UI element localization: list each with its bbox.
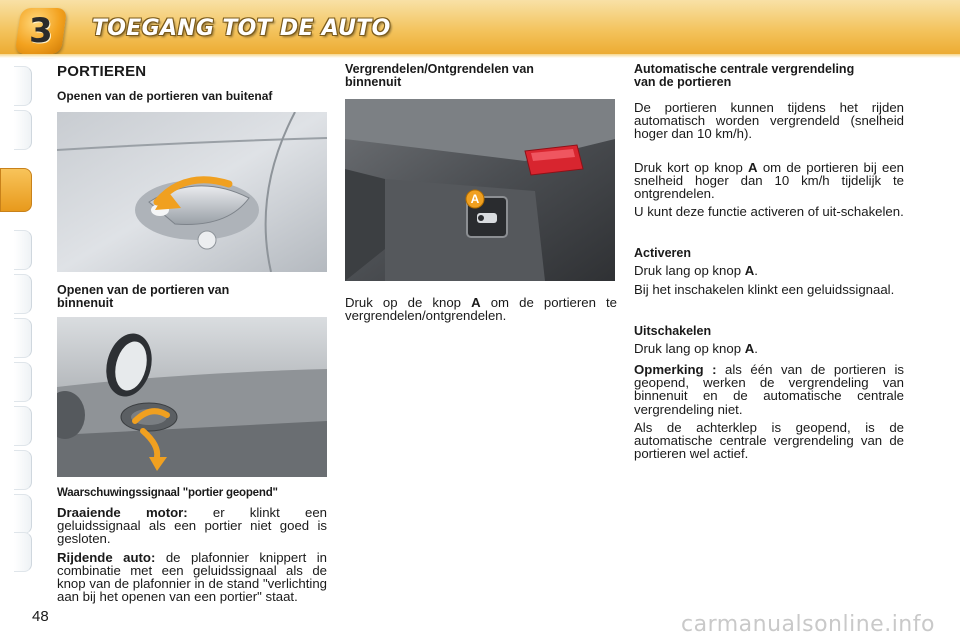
- subtitle-lock-unlock-inside: Vergrendelen/Ontgrendelen van binnenuit: [345, 62, 534, 89]
- side-tab-4[interactable]: [14, 230, 32, 270]
- column-doors: [57, 60, 327, 603]
- text-press-button-pre: Druk op de knop: [345, 295, 472, 310]
- text-note-body: als één van de portieren is geopend, werken de vergrendeling van binnenuit en de automatische centrale vergrendeling niet.: [634, 362, 904, 417]
- photo-outside-door-handle: [57, 112, 327, 272]
- text-activate: [634, 264, 904, 277]
- chapter-number-badge: [15, 8, 67, 54]
- photo-inside-door-handle: [57, 317, 327, 477]
- page-number: 48: [32, 608, 49, 625]
- side-tab-2[interactable]: [14, 110, 32, 150]
- label-vehicle-moving: Rijdende auto:: [57, 549, 156, 565]
- side-tab-6[interactable]: [14, 318, 32, 358]
- side-tab-10[interactable]: [14, 494, 32, 534]
- side-tab-7[interactable]: [14, 362, 32, 402]
- text-activate-signal: Bij het inschakelen klinkt een geluidssignaal.: [634, 281, 895, 297]
- chapter-title: TOEGANG TOT DE AUTO: [92, 16, 391, 41]
- photo-central-locking-button: [345, 99, 615, 281]
- text-auto-locking-intro: De portieren kunnen tijdens het rijden automatisch worden vergrendeld (snelheid hoger dan 10 km/h).: [634, 100, 904, 142]
- text-activate-pre: Druk lang op knop: [634, 263, 745, 279]
- subtitle-auto-central-locking: Automatische centrale vergrendeling van de portieren: [634, 62, 855, 89]
- text-vehicle-moving-body: de plafonnier knippert in combinatie met een geluidssignaal als de knop van de plafonnier in de stand "verlichting aan bij het openen van een portier" staat.: [57, 549, 327, 605]
- side-tab-11[interactable]: [14, 532, 32, 572]
- text-short-press-post: om de portieren bij een snelheid hoger dan 10 km/h tijdelijk te ontgrendelen.: [634, 159, 904, 202]
- text-vehicle-moving: [57, 551, 327, 604]
- side-tab-9[interactable]: [14, 450, 32, 490]
- text-press-button-post: om de portieren te vergrendelen/ontgrendelen.: [345, 295, 617, 324]
- text-deactivate: [634, 342, 904, 355]
- chapter-side-tabs: [0, 62, 34, 572]
- subtitle-door-open-warning: Waarschuwingssignaal "portier geopend": [57, 487, 278, 499]
- side-tab-3-active[interactable]: [0, 168, 32, 212]
- column-lock-inside: [345, 60, 617, 322]
- key-a: A: [471, 295, 481, 310]
- button-a-marker: A: [470, 192, 480, 206]
- key-a-deactivate: A: [744, 340, 755, 356]
- text-press-button-lock: [345, 296, 617, 322]
- text-engine-running: [57, 506, 327, 546]
- label-note: Opmerking :: [634, 362, 717, 378]
- text-short-press-pre: Druk kort op knop: [634, 159, 749, 175]
- column-auto-locking: [634, 60, 904, 460]
- key-a-short: A: [748, 159, 758, 175]
- subtitle-open-inside: Openen van de portieren van binnenuit: [57, 283, 230, 310]
- subtitle-open-outside: Openen van de portieren van buitenaf: [57, 89, 273, 103]
- side-tab-8[interactable]: [14, 406, 32, 446]
- chapter-header: [0, 0, 960, 58]
- side-tab-5[interactable]: [14, 274, 32, 314]
- label-engine-running: Draaiende motor:: [57, 505, 188, 520]
- subtitle-activate: Activeren: [634, 246, 691, 261]
- text-toggle-function: U kunt deze functie activeren of uit-schakelen.: [634, 204, 904, 220]
- watermark: carmanualsonline.info: [681, 612, 935, 637]
- subtitle-deactivate: Uitschakelen: [634, 323, 712, 338]
- side-tab-1[interactable]: [14, 66, 32, 106]
- text-deactivate-pre: Druk lang op knop: [634, 340, 745, 356]
- text-tailgate: Als de achterklep is geopend, is de automatische centrale vergrendeling van de portieren wel actief.: [634, 419, 904, 462]
- section-title-doors: PORTIEREN: [57, 63, 147, 80]
- text-deactivate-post: .: [754, 340, 758, 356]
- text-short-press: [634, 161, 904, 201]
- text-note: [634, 363, 904, 416]
- text-engine-running-body: er klinkt een geluidssignaal als een portier niet goed is gesloten.: [57, 505, 327, 547]
- chapter-number: 3: [29, 11, 53, 51]
- text-activate-post: .: [754, 263, 758, 279]
- key-a-activate: A: [744, 263, 755, 279]
